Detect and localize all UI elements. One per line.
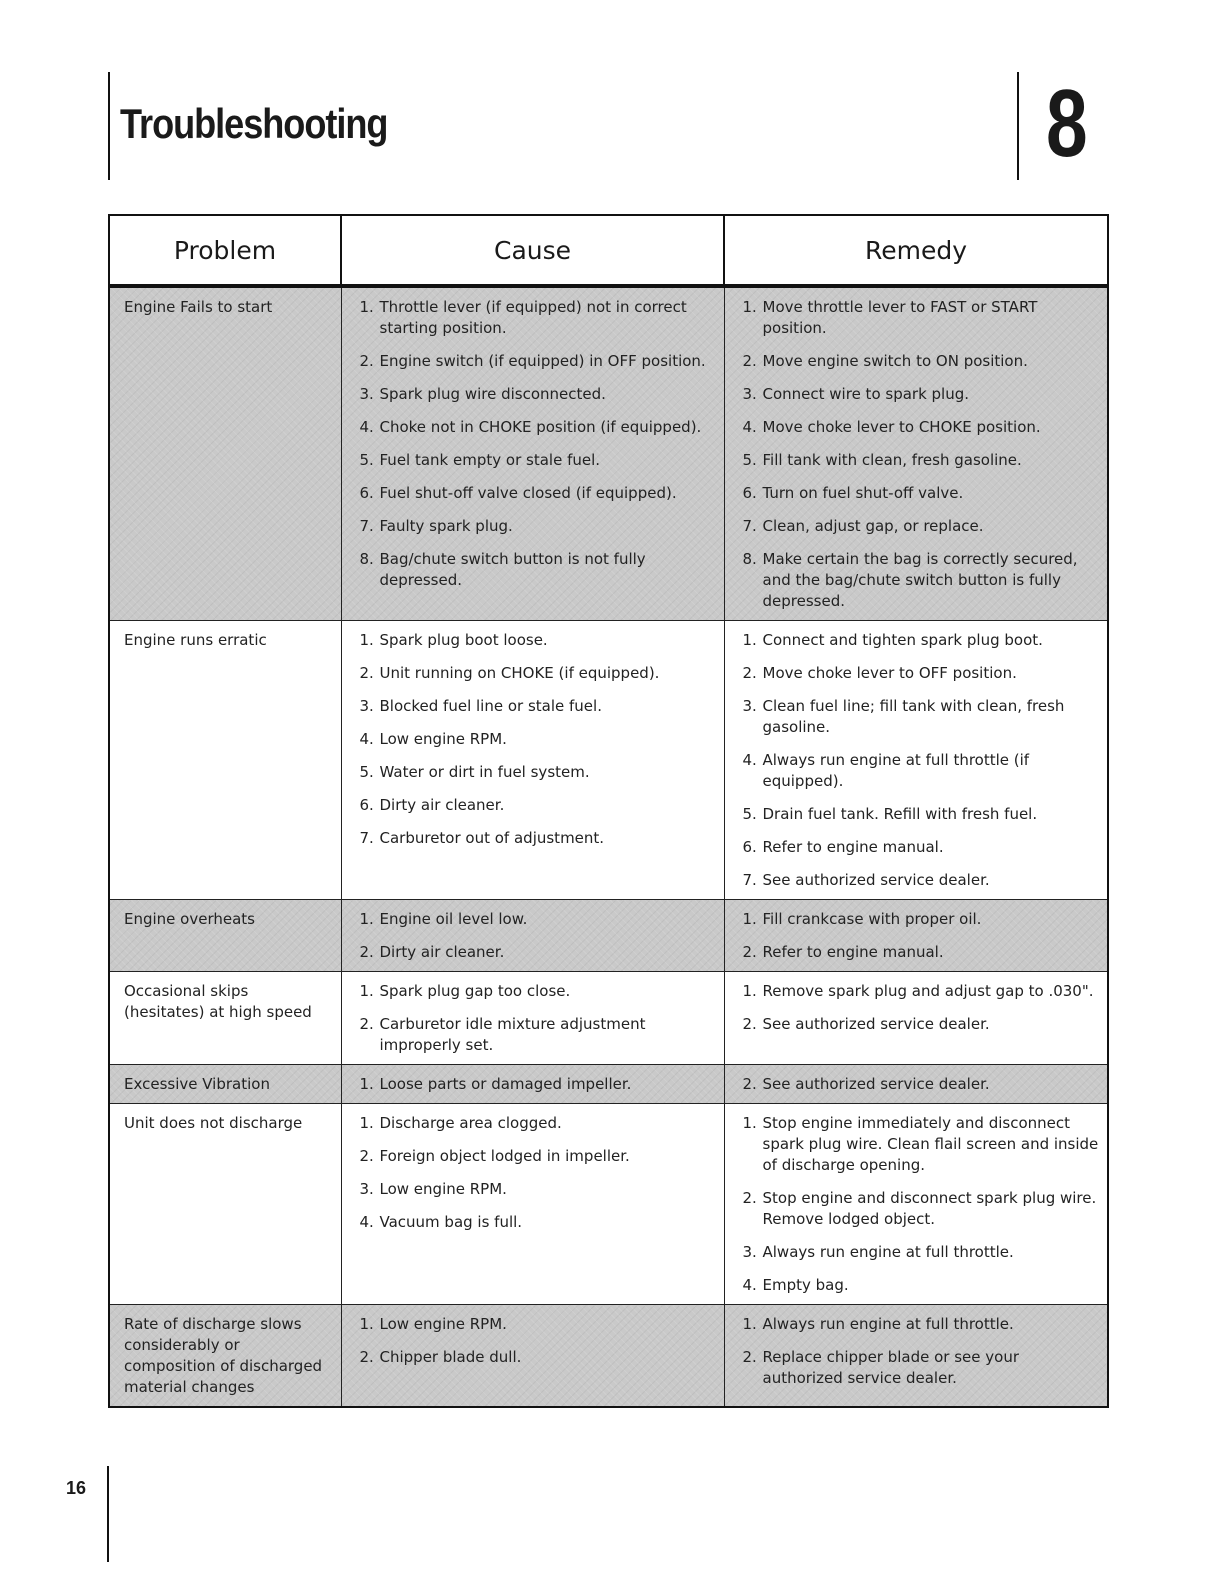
remedy-item-list: [739, 981, 1100, 1035]
problem-cell: Unit does not discharge: [109, 1104, 341, 1305]
remedy-item: [739, 981, 1100, 1002]
remedy-item-number: 4.: [742, 1276, 757, 1294]
remedy-item-number: 1.: [742, 1315, 757, 1333]
remedy-item-number: 3.: [742, 385, 757, 403]
cause-item-text: Carburetor idle mixture adjustment improperly set.: [379, 1015, 646, 1054]
cause-item-list: [356, 630, 716, 849]
table-row: [109, 1065, 1108, 1104]
cause-item-number: 4.: [359, 730, 374, 748]
cause-item-number: 1.: [359, 298, 374, 316]
chapter-number: 8: [1046, 70, 1088, 177]
cause-item-number: 4.: [359, 1213, 374, 1231]
cause-item-number: 2.: [359, 1147, 374, 1165]
remedy-item-number: 1.: [742, 982, 757, 1000]
remedy-item-text: See authorized service dealer.: [762, 1075, 990, 1093]
remedy-item: [739, 351, 1100, 372]
remedy-item-number: 1.: [742, 910, 757, 928]
problem-cell: Engine runs erratic: [109, 621, 341, 900]
remedy-cell: [724, 1065, 1108, 1104]
remedy-item-list: [739, 1074, 1100, 1095]
table-row: [109, 1104, 1108, 1305]
cause-cell: [341, 972, 724, 1065]
cause-item: [356, 351, 716, 372]
cause-item-text: Blocked fuel line or stale fuel.: [379, 697, 602, 715]
remedy-item-number: 2.: [742, 352, 757, 370]
cause-item-text: Low engine RPM.: [379, 730, 507, 748]
remedy-cell: [724, 1305, 1108, 1408]
cause-item-text: Loose parts or damaged impeller.: [379, 1075, 632, 1093]
remedy-item-number: 8.: [742, 550, 757, 568]
remedy-item-number: 5.: [742, 451, 757, 469]
problem-cell: Engine Fails to start: [109, 286, 341, 621]
cause-item-text: Spark plug gap too close.: [379, 982, 571, 1000]
cause-item: [356, 630, 716, 651]
remedy-item: [739, 417, 1100, 438]
page-title: Troubleshooting: [120, 100, 388, 147]
cause-item-text: Spark plug wire disconnected.: [379, 385, 606, 403]
remedy-item-list: [739, 297, 1100, 612]
remedy-item-text: Stop engine and disconnect spark plug wire. Remove lodged object.: [762, 1189, 1097, 1228]
cause-cell: [341, 621, 724, 900]
cause-item: [356, 696, 716, 717]
remedy-item-text: Remove spark plug and adjust gap to .030".: [762, 982, 1094, 1000]
remedy-item: [739, 750, 1100, 792]
cause-item: [356, 1212, 716, 1233]
cause-item-list: [356, 981, 716, 1056]
remedy-item: [739, 1314, 1100, 1335]
remedy-item-text: Refer to engine manual.: [762, 838, 944, 856]
remedy-item-text: Always run engine at full throttle (if equipped).: [762, 751, 1030, 790]
cause-item: [356, 1113, 716, 1134]
cause-item: [356, 1014, 716, 1056]
cause-item: [356, 1146, 716, 1167]
remedy-item: [739, 1074, 1100, 1095]
remedy-item: [739, 630, 1100, 651]
remedy-cell: [724, 286, 1108, 621]
header-remedy: Remedy: [724, 215, 1108, 286]
title-rule: [108, 72, 110, 180]
remedy-cell: [724, 972, 1108, 1065]
cause-item-text: Chipper blade dull.: [379, 1348, 522, 1366]
remedy-item-text: Stop engine immediately and disconnect spark plug wire. Clean flail screen and inside of discharge opening.: [762, 1114, 1099, 1174]
remedy-item-text: Drain fuel tank. Refill with fresh fuel.: [762, 805, 1038, 823]
cause-item-number: 1.: [359, 1315, 374, 1333]
cause-item-number: 1.: [359, 1075, 374, 1093]
remedy-item-text: Clean, adjust gap, or replace.: [762, 517, 984, 535]
cause-cell: [341, 1305, 724, 1408]
remedy-item: [739, 1275, 1100, 1296]
cause-item-text: Dirty air cleaner.: [379, 796, 505, 814]
remedy-item-number: 2.: [742, 1015, 757, 1033]
remedy-cell: [724, 1104, 1108, 1305]
cause-item: [356, 795, 716, 816]
remedy-item-list: [739, 630, 1100, 891]
remedy-item: [739, 870, 1100, 891]
cause-item-text: Fuel shut-off valve closed (if equipped).: [379, 484, 677, 502]
remedy-item: [739, 1242, 1100, 1263]
remedy-item: [739, 1347, 1100, 1389]
remedy-item-text: See authorized service dealer.: [762, 1015, 990, 1033]
remedy-item: [739, 450, 1100, 471]
remedy-item: [739, 549, 1100, 612]
cause-item-text: Choke not in CHOKE position (if equipped).: [379, 418, 702, 436]
cause-item-number: 4.: [359, 418, 374, 436]
remedy-item-text: Empty bag.: [762, 1276, 849, 1294]
header-cause: Cause: [341, 215, 724, 286]
remedy-item: [739, 1188, 1100, 1230]
cause-item-text: Fuel tank empty or stale fuel.: [379, 451, 601, 469]
cause-item: [356, 1314, 716, 1335]
cause-item-text: Bag/chute switch button is not fully depressed.: [379, 550, 646, 589]
remedy-item-text: Refer to engine manual.: [762, 943, 944, 961]
page-number: 16: [66, 1478, 87, 1498]
cause-item: [356, 384, 716, 405]
table-body: [109, 286, 1108, 1407]
remedy-item-text: Move choke lever to OFF position.: [762, 664, 1017, 682]
cause-item-text: Foreign object lodged in impeller.: [379, 1147, 630, 1165]
cause-item: [356, 909, 716, 930]
cause-item-number: 2.: [359, 943, 374, 961]
remedy-item-number: 7.: [742, 871, 757, 889]
problem-cell: Excessive Vibration: [109, 1065, 341, 1104]
remedy-item-text: See authorized service dealer.: [762, 871, 990, 889]
cause-item-list: [356, 1074, 716, 1095]
cause-item-text: Low engine RPM.: [379, 1180, 507, 1198]
cause-item: [356, 516, 716, 537]
remedy-item-text: Replace chipper blade or see your authorized service dealer.: [762, 1348, 1020, 1387]
remedy-item: [739, 696, 1100, 738]
cause-item-text: Unit running on CHOKE (if equipped).: [379, 664, 660, 682]
remedy-item-text: Move choke lever to CHOKE position.: [762, 418, 1041, 436]
cause-item: [356, 729, 716, 750]
problem-cell: Engine overheats: [109, 900, 341, 972]
remedy-item-number: 5.: [742, 805, 757, 823]
cause-item-text: Low engine RPM.: [379, 1315, 507, 1333]
cause-item: [356, 1347, 716, 1368]
cause-item-number: 1.: [359, 910, 374, 928]
remedy-item-text: Connect and tighten spark plug boot.: [762, 631, 1043, 649]
remedy-item: [739, 663, 1100, 684]
remedy-item-text: Move throttle lever to FAST or START position.: [762, 298, 1038, 337]
remedy-item-number: 4.: [742, 418, 757, 436]
cause-item-number: 8.: [359, 550, 374, 568]
remedy-item-number: 6.: [742, 484, 757, 502]
cause-item-text: Throttle lever (if equipped) not in correct starting position.: [379, 298, 687, 337]
cause-item: [356, 663, 716, 684]
cause-item-list: [356, 297, 716, 591]
cause-item: [356, 1179, 716, 1200]
cause-item-number: 1.: [359, 1114, 374, 1132]
cause-item-number: 2.: [359, 664, 374, 682]
cause-item: [356, 942, 716, 963]
remedy-item: [739, 942, 1100, 963]
remedy-item-number: 2.: [742, 1075, 757, 1093]
remedy-item-text: Fill tank with clean, fresh gasoline.: [762, 451, 1022, 469]
cause-item-number: 6.: [359, 796, 374, 814]
cause-item: [356, 762, 716, 783]
remedy-item: [739, 804, 1100, 825]
remedy-item-number: 1.: [742, 631, 757, 649]
remedy-item: [739, 297, 1100, 339]
cause-item-text: Water or dirt in fuel system.: [379, 763, 590, 781]
cause-item-number: 2.: [359, 1015, 374, 1033]
remedy-item: [739, 837, 1100, 858]
cause-item: [356, 417, 716, 438]
remedy-item-text: Always run engine at full throttle.: [762, 1315, 1014, 1333]
cause-item-number: 2.: [359, 352, 374, 370]
cause-item-text: Engine oil level low.: [379, 910, 528, 928]
cause-item-number: 7.: [359, 517, 374, 535]
table-row: [109, 286, 1108, 621]
cause-item: [356, 483, 716, 504]
cause-item-text: Vacuum bag is full.: [379, 1213, 523, 1231]
remedy-item-number: 2.: [742, 1189, 757, 1207]
cause-item-number: 1.: [359, 982, 374, 1000]
remedy-item-text: Always run engine at full throttle.: [762, 1243, 1014, 1261]
remedy-item-text: Move engine switch to ON position.: [762, 352, 1028, 370]
cause-item-text: Dirty air cleaner.: [379, 943, 505, 961]
cause-cell: [341, 900, 724, 972]
cause-item-list: [356, 909, 716, 963]
table-row: [109, 1305, 1108, 1408]
problem-cell: Rate of discharge slows considerably or composition of discharged material changes: [109, 1305, 341, 1408]
remedy-item-text: Fill crankcase with proper oil.: [762, 910, 982, 928]
table-header-row: [109, 215, 1108, 286]
cause-item-list: [356, 1314, 716, 1368]
remedy-item: [739, 384, 1100, 405]
cause-item-number: 7.: [359, 829, 374, 847]
cause-item-text: Discharge area clogged.: [379, 1114, 562, 1132]
cause-item-text: Engine switch (if equipped) in OFF position.: [379, 352, 706, 370]
remedy-item-text: Turn on fuel shut-off valve.: [762, 484, 964, 502]
remedy-item-number: 4.: [742, 751, 757, 769]
remedy-item-number: 2.: [742, 943, 757, 961]
remedy-item-number: 3.: [742, 1243, 757, 1261]
cause-cell: [341, 1104, 724, 1305]
remedy-item-number: 6.: [742, 838, 757, 856]
cause-item: [356, 297, 716, 339]
troubleshooting-table: [108, 214, 1109, 1408]
remedy-item-number: 2.: [742, 1348, 757, 1366]
remedy-item-text: Make certain the bag is correctly secured, and the bag/chute switch button is fully depressed.: [762, 550, 1078, 610]
cause-item: [356, 450, 716, 471]
remedy-item: [739, 516, 1100, 537]
cause-item-text: Spark plug boot loose.: [379, 631, 548, 649]
cause-item-number: 3.: [359, 697, 374, 715]
remedy-item-number: 2.: [742, 664, 757, 682]
remedy-item-text: Clean fuel line; fill tank with clean, fresh gasoline.: [762, 697, 1065, 736]
cause-item-number: 3.: [359, 1180, 374, 1198]
cause-item-number: 6.: [359, 484, 374, 502]
cause-item: [356, 981, 716, 1002]
remedy-item: [739, 1113, 1100, 1176]
remedy-item-text: Connect wire to spark plug.: [762, 385, 970, 403]
cause-cell: [341, 1065, 724, 1104]
table-row: [109, 972, 1108, 1065]
cause-item: [356, 1074, 716, 1095]
remedy-item: [739, 909, 1100, 930]
remedy-cell: [724, 900, 1108, 972]
cause-item-text: Carburetor out of adjustment.: [379, 829, 605, 847]
remedy-item-number: 3.: [742, 697, 757, 715]
remedy-item-list: [739, 1113, 1100, 1296]
page-number-rule: [107, 1466, 109, 1562]
remedy-item-number: 1.: [742, 298, 757, 316]
cause-item-number: 5.: [359, 451, 374, 469]
cause-item: [356, 549, 716, 591]
cause-item: [356, 828, 716, 849]
cause-cell: [341, 286, 724, 621]
remedy-item: [739, 1014, 1100, 1035]
remedy-item-list: [739, 909, 1100, 963]
remedy-item-number: 7.: [742, 517, 757, 535]
cause-item-text: Faulty spark plug.: [379, 517, 513, 535]
cause-item-number: 3.: [359, 385, 374, 403]
remedy-item: [739, 483, 1100, 504]
cause-item-number: 5.: [359, 763, 374, 781]
problem-cell: Occasional skips (hesitates) at high speed: [109, 972, 341, 1065]
remedy-cell: [724, 621, 1108, 900]
cause-item-list: [356, 1113, 716, 1233]
header-problem: Problem: [109, 215, 341, 286]
cause-item-number: 2.: [359, 1348, 374, 1366]
cause-item-number: 1.: [359, 631, 374, 649]
remedy-item-list: [739, 1314, 1100, 1389]
remedy-item-number: 1.: [742, 1114, 757, 1132]
chapter-rule: [1017, 72, 1019, 180]
table-row: [109, 900, 1108, 972]
table-row: [109, 621, 1108, 900]
